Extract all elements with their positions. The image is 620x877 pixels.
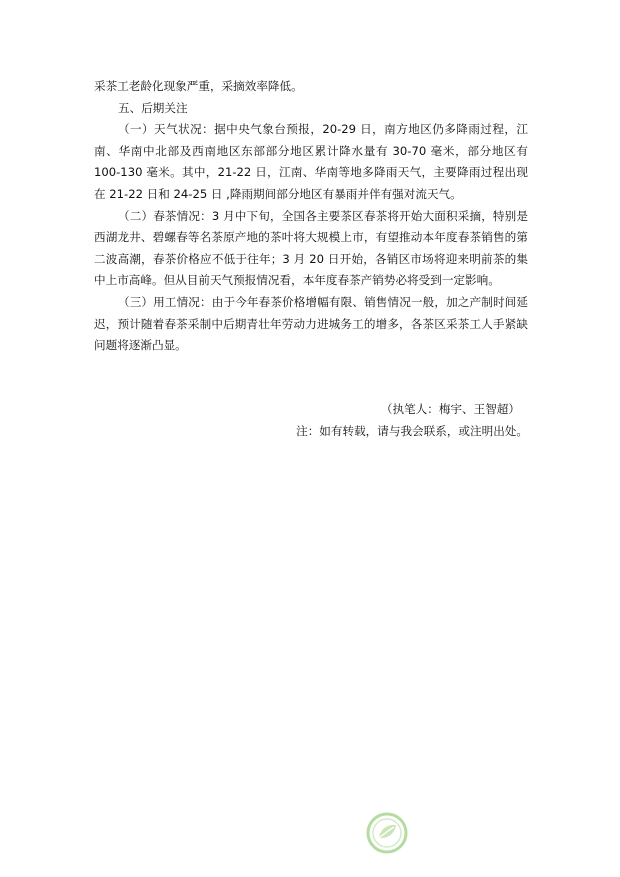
spring-tea-paragraph: （二）春茶情况：3 月中下旬，全国各主要茶区春茶将开始大面积采摘，特别是西湖龙井、碧螺春等名茶原产地的茶叶将大规模上市，有望推动本年度春茶销售的第二波高潮，春茶价格应不低于往年；3 月 20 日开始，各销区市场将迎来明前茶的集中上市高峰。但从目前天气预报情况看，本年度春茶产销势必将受到一定影响。 [94,208,528,288]
weather-paragraph: （一）天气状况：据中央气象台预报，20-29 日，南方地区仍多降雨过程，江南、华南中北部及西南地区东部部分地区累计降水量有 30-70 毫米，部分地区有 100-130 毫米。其中，21-22 日，江南、华南等地多降雨天气，主要降雨过程出现在 21-22 日和 24-25 日 ,降雨期间部分地区有暴雨并伴有强对流天气。 [94,122,528,201]
document-body [94,76,528,357]
tea-leaf-logo-icon [366,812,408,854]
section-title: 五、后期关注 [118,100,188,115]
signature-block [94,399,528,442]
author-line: （执笔人：梅宇、王智超） [380,402,520,416]
copyright-note: 注：如有转载，请与我会联系，或注明出处。 [296,423,528,438]
intro-tail-paragraph: 采茶工老龄化现象严重，采摘效率降低。 [94,79,303,93]
labor-paragraph: （三）用工情况：由于今年春茶价格增幅有限、销售情况一般，加之产制时间延迟，预计随着春茶采制中后期青壮年劳动力进城务工的增多，各茶区采茶工人手紧缺问题将逐渐凸显。 [94,294,528,353]
